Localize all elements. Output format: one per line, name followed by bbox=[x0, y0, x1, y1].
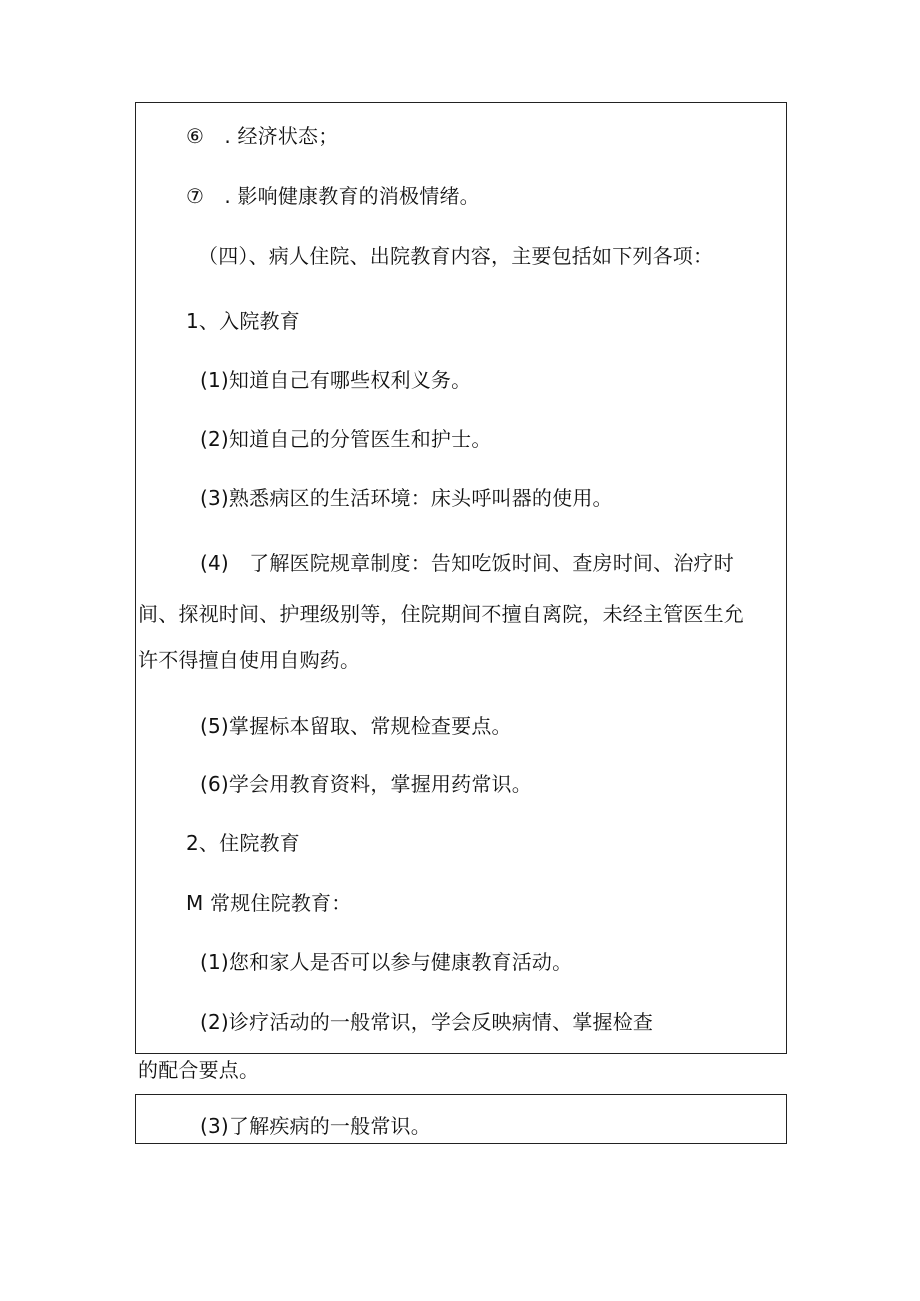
admission-item-4-line-1: (4) 了解医院规章制度：告知吃饭时间、查房时间、治疗时 bbox=[200, 551, 734, 575]
heading-hospitalization-education: 2、住院教育 bbox=[186, 831, 300, 855]
hospitalization-item-3: (3)了解疾病的一般常识。 bbox=[200, 1114, 431, 1138]
admission-item-6: (6)学会用教育资料，掌握用药常识。 bbox=[200, 772, 532, 796]
item-7-negative-emotions: ⑦ . 影响健康教育的消极情绪。 bbox=[186, 184, 480, 208]
admission-item-5: (5)掌握标本留取、常规检查要点。 bbox=[200, 714, 512, 738]
admission-item-4-line-2: 间、探视时间、护理级别等，住院期间不擅自离院，未经主管医生允 bbox=[138, 602, 744, 626]
routine-hospitalization-heading: M 常规住院教育： bbox=[186, 891, 352, 915]
item-6-economic-status: ⑥ . 经济状态； bbox=[186, 124, 339, 148]
admission-item-3: (3)熟悉病区的生活环境：床头呼叫器的使用。 bbox=[200, 486, 613, 510]
section-4-heading: （四）、病人住院、出院教育内容，主要包括如下列各项： bbox=[198, 244, 714, 268]
admission-item-4-line-3: 许不得擅自使用自购药。 bbox=[138, 648, 361, 672]
hospitalization-item-2-line-2: 的配合要点。 bbox=[138, 1058, 260, 1082]
hospitalization-item-2-line-1: (2)诊疗活动的一般常识，学会反映病情、掌握检查 bbox=[200, 1010, 654, 1034]
hospitalization-item-1: (1)您和家人是否可以参与健康教育活动。 bbox=[200, 950, 573, 974]
heading-admission-education: 1、入院教育 bbox=[186, 309, 300, 333]
admission-item-1: (1)知道自己有哪些权利义务。 bbox=[200, 368, 472, 392]
admission-item-2: (2)知道自己的分管医生和护士。 bbox=[200, 427, 492, 451]
